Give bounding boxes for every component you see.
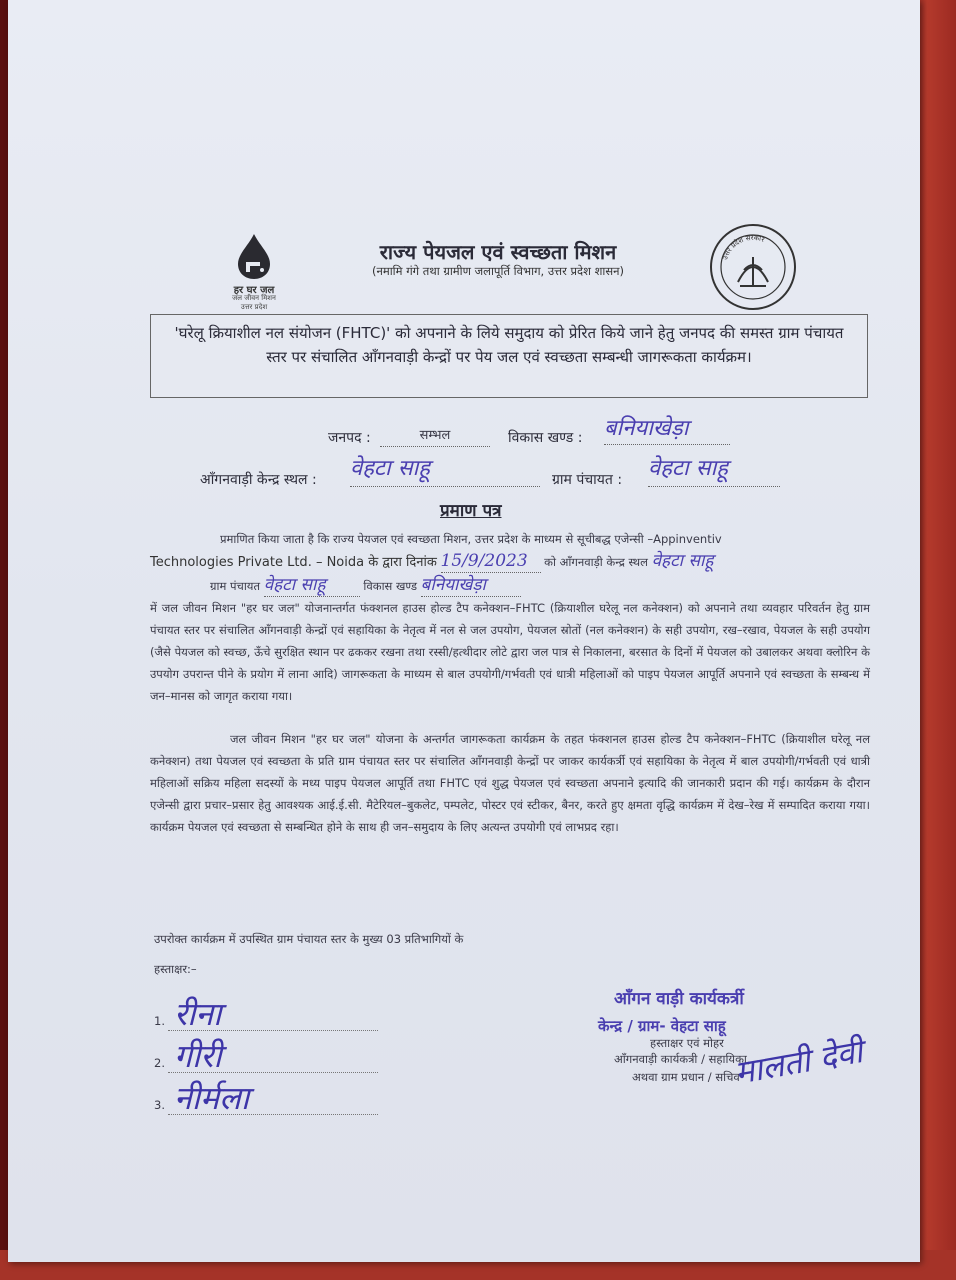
p1-date: 15/9/2023 [441,550,541,573]
page-title: राज्य पेयजल एवं स्वच्छता मिशन [379,240,617,264]
sign-caption-3: अथवा ग्राम प्रधान / सचिव [632,1070,740,1084]
sign-caption-1: हस्ताक्षर एवं मोहर [650,1036,724,1050]
block-label: विकास खण्ड : [508,430,583,446]
logo-text-har-ghar-jal: हर घर जल [233,285,275,296]
block-field [604,412,730,445]
anganwadi-stamp-line1: आँगन वाड़ी कार्यकर्त्री [614,989,744,1009]
participants-intro: उपरोक्त कार्यक्रम में उपस्थित ग्राम पंचायत स्तर के मुख्य 03 प्रतिभागियों के [154,932,464,946]
p1-block: बनियाखेड़ा [421,574,521,597]
certificate-page [8,0,920,1262]
centre-label: आँगनवाड़ी केन्द्र स्थल : [200,472,317,488]
logo-text-mission: जल जीवन मिशन उत्तर प्रदेश [232,294,276,311]
p1-line-a: प्रमाणित किया जाता है कि राज्य पेयजल एवं स्वच्छता मिशन, उत्तर प्रदेश के माध्यम से सूचीबद्ध एजेन्सी –Appinventiv [220,532,722,546]
p1-centre: वेहटा साहू [651,551,714,571]
participant-row [154,1076,434,1118]
program-title-box [150,314,868,398]
signature-line [168,1114,378,1115]
participant-number: 3. [154,1098,165,1112]
signature-line [168,1030,378,1031]
sign-caption-2: आँगनवाड़ी कार्यकत्री / सहायिका, [614,1052,751,1066]
district-label: जनपद : [328,430,371,446]
participant-row [154,992,434,1034]
p1-text-c: को आँगनवाड़ी केन्द्र स्थल [544,555,648,569]
seal-text: उत्तर प्रदेश सरकार [721,233,766,261]
participants-sign-label: हस्ताक्षर:– [154,962,197,976]
centre-value: वेहटा साहू [350,456,430,481]
panchayat-label: ग्राम पंचायत : [552,472,623,488]
anganwadi-stamp-line2: केन्द्र / ग्राम- वेहटा साहू [598,1017,726,1035]
p1-text-e: विकास खण्ड [363,579,417,593]
p1-text-d: ग्राम पंचायत [210,579,261,593]
signature-line [168,1072,378,1073]
water-drop-icon [234,232,274,280]
certificate-paragraph-2: जल जीवन मिशन "हर घर जल" योजना के अन्तर्गत जागरूकता कार्यक्रम के तहत फंक्शनल हाउस होल्ड टैप कनेक्शन–FHTC (क्रियाशील घरेलू नल कनेक्शन) तथा पेयजल एवं स्वच्छता के प्रति ग्राम पंचायत स्तर पर संचालित आँगनवाड़ी केन्द्रों पर जाकर कार्यकर्त्री एवं सहायिका के नेतृत्व में बाल उपयोगी/गर्भवती एवं धात्री महिलाओं सक्रिय महिला सदस्यों के मध्य पाइप पेयजल आपूर्ति तथा FHTC एवं शुद्ध पेयजल एवं स्वच्छता अपनाने इत्यादि की जानकारी प्रदान की गई। कार्यक्रम के दौरान एजेन्सी द्वारा प्रचार–प्रसार हेतु आवश्यक आई.ई.सी. मैटेरियल–बुकलेट, पम्पलेट, पोस्टर एवं स्टीकर, बैनर, करते हुए क्षमता वृद्धि कार्यक्रम में देख–रेख में सम्पादित कराया गया। कार्यक्रम पेयजल एवं स्वच्छता से सम्बन्धित होने के साथ ही जन–समुदाय के लिए अत्यन्त उपयोगी एवं लाभप्रद रहा। [150,732,870,834]
district-field [380,424,490,447]
p1-agency-text: Technologies Private Ltd. – Noida के द्वारा दिनांक [150,555,437,570]
block-value: बनियाखेड़ा [604,416,689,441]
participant-signature: रीना [174,995,222,1033]
participant-number: 1. [154,1014,165,1028]
panchayat-value: वेहटा साहू [648,456,728,481]
up-government-seal [708,222,798,312]
panchayat-field [648,452,780,487]
participant-list [154,992,434,1118]
program-title: 'घरेलू क्रियाशील नल संयोजन (FHTC)' को अपनाने के लिये समुदाय को प्रेरित किये जाने हेतु जनपद की समस्त ग्राम पंचायत स्तर पर संचालित आँगनवाड़ी केन्द्रों पर पेय जल एवं स्वच्छता सम्बन्धी जागरूकता कार्यक्रम। [174,324,844,366]
participant-number: 2. [154,1056,165,1070]
certificate-paragraph-1 [150,528,870,707]
page-subtitle: (नमामि गंगे तथा ग्रामीण जलापूर्ति विभाग, उत्तर प्रदेश शासन) [371,264,625,278]
seal-emblem-icon [708,222,798,312]
district-value: सम्भल [419,428,451,443]
official-signature: मालती देवी [731,1032,866,1092]
p1-body: में जल जीवन मिशन "हर घर जल" योजनान्तर्गत फंक्शनल हाउस होल्ड टैप कनेक्शन–FHTC (क्रियाशील घरेलू नल कनेक्शन) को अपनाने तथा व्यवहार परिवर्तन हेतु ग्राम पंचायत स्तर पर संचालित आँगनवाड़ी केन्द्रों एवं सहायिका के नेतृत्व में नल से जल उपयोग, पेयजल स्रोतों (नल कनेक्शन) के सही उपयोग, रख–रखाव, पेयजल के सही उपयोग (जैसे पेयजल को स्वच्छ, ऊँचे सुरक्षित स्थान पर ढककर रखना तथा रस्सी/हत्थीदार लोटे द्वारा जल पात्र से निकालना, बरसात के दिनों में पेयजल को उबालकर अथवा क्लोरिन के उपयोग उपरान्त पीने के प्रयोग में लाना आदि) जागरूकता के माध्यम से बाल उपयोगी/गर्भवती एवं धात्री महिलाओं को पाइप पेयजल आपूर्ति अपनाने एवं स्वच्छता के सम्बन्ध में जन–मानस को जागृत कराया गया। [150,601,870,703]
participant-signature: नीर्मला [174,1079,250,1117]
participant-row [154,1034,434,1076]
jal-jeevan-mission-logo [220,232,288,312]
p1-panchayat: वेहटा साहू [264,574,360,597]
certificate-title: प्रमाण पत्र [440,501,502,521]
centre-field [350,452,540,487]
participant-signature: गीरी [174,1037,222,1075]
svg-text:उत्तर प्रदेश सरकार [721,234,766,261]
